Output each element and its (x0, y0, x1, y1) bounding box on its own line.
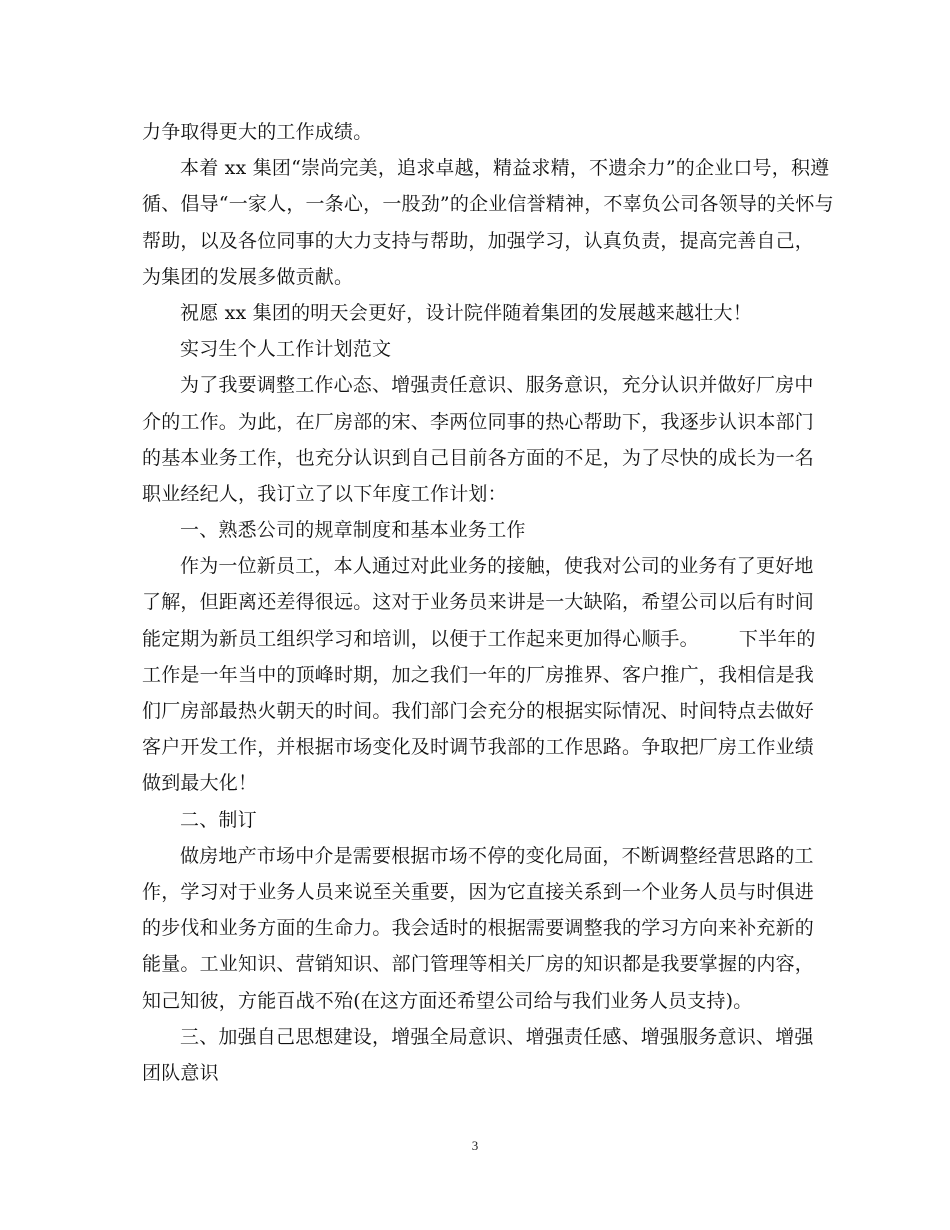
paragraph-line: 的基本业务工作，也充分认识到自己目前各方面的不足，为了尽快的成长为一名 (142, 446, 815, 469)
paragraph-line: 为了我要调整工作心态、增强责任意识、服务意识，充分认识并做好厂房中 (180, 374, 814, 397)
document-body (142, 114, 834, 1091)
paragraph-line: 介的工作。为此，在厂房部的宋、李两位同事的热心帮助下，我逐步认识本部门 (142, 410, 815, 433)
paragraph-line: 了解，但距离还差得很远。这对于业务员来讲是一大缺陷，希望公司以后有时间 (142, 591, 815, 614)
section-heading: 一、熟悉公司的规章制度和基本业务工作 (180, 519, 526, 542)
paragraph-line: 职业经纪人，我订立了以下年度工作计划： (142, 482, 507, 505)
paragraph-line-segment: 能定期为新员工组织学习和培训，以便于工作起来更加得心顺手。 (142, 627, 699, 650)
paragraph-line: 本着 xx 集团“崇尚完美，追求卓越，精益求精，不遗余力”的企业口号，积遵 (180, 157, 830, 180)
section-heading: 实习生个人工作计划范文 (180, 338, 392, 361)
paragraph-line: 为集团的发展多做贡献。 (142, 265, 354, 288)
paragraph-line: 的步伐和业务方面的生命力。我会适时的根据需要调整我的学习方向来补充新的 (142, 917, 815, 940)
paragraph-line: 帮助，以及各位同事的大力支持与帮助，加强学习，认真负责，提高完善自己， (142, 229, 815, 252)
paragraph-line: 工作是一年当中的顶峰时期，加之我们一年的厂房推界、客户推广，我相信是我 (142, 663, 815, 686)
paragraph-line: 祝愿 xx 集团的明天会更好，设计院伴随着集团的发展越来越壮大！ (180, 301, 752, 324)
paragraph-line (142, 621, 816, 657)
section-heading: 二、制订 (180, 808, 257, 831)
paragraph-line: 客户开发工作，并根据市场变化及时调节我部的工作思路。争取把厂房工作业绩 (142, 736, 815, 759)
paragraph-line: 知己知彼，方能百战不殆(在这方面还希望公司给与我们业务人员支持)。 (142, 989, 753, 1012)
section-heading: 团队意识 (142, 1061, 219, 1084)
paragraph-line-segment: 下半年的 (738, 627, 816, 650)
section-heading: 三、加强自己思想建设，增强全局意识、增强责任感、增强服务意识、增强 (180, 1025, 814, 1048)
paragraph-line: 能量。工业知识、营销知识、部门管理等相关厂房的知识都是我要掌握的内容， (142, 953, 815, 976)
paragraph-line: 力争取得更大的工作成绩。 (142, 121, 373, 143)
paragraph-line: 们厂房部最热火朝天的时间。我们部门会充分的根据实际情况、时间特点去做好 (142, 700, 815, 722)
paragraph-line: 作为一位新员工，本人通过对此业务的接触，使我对公司的业务有了更好地 (180, 555, 814, 578)
page-number: 3 (471, 1138, 479, 1153)
paragraph-line: 作，学习对于业务人员来说至关重要，因为它直接关系到一个业务人员与时俱进 (142, 880, 815, 903)
paragraph-line: 做房地产市场中介是需要根据市场不停的变化局面，不断调整经营思路的工 (180, 844, 814, 867)
paragraph-line: 循、倡导“一家人，一条心，一股劲”的企业信誉精神，不辜负公司各领导的关怀与 (142, 193, 834, 216)
paragraph-line: 做到最大化！ (142, 772, 258, 795)
